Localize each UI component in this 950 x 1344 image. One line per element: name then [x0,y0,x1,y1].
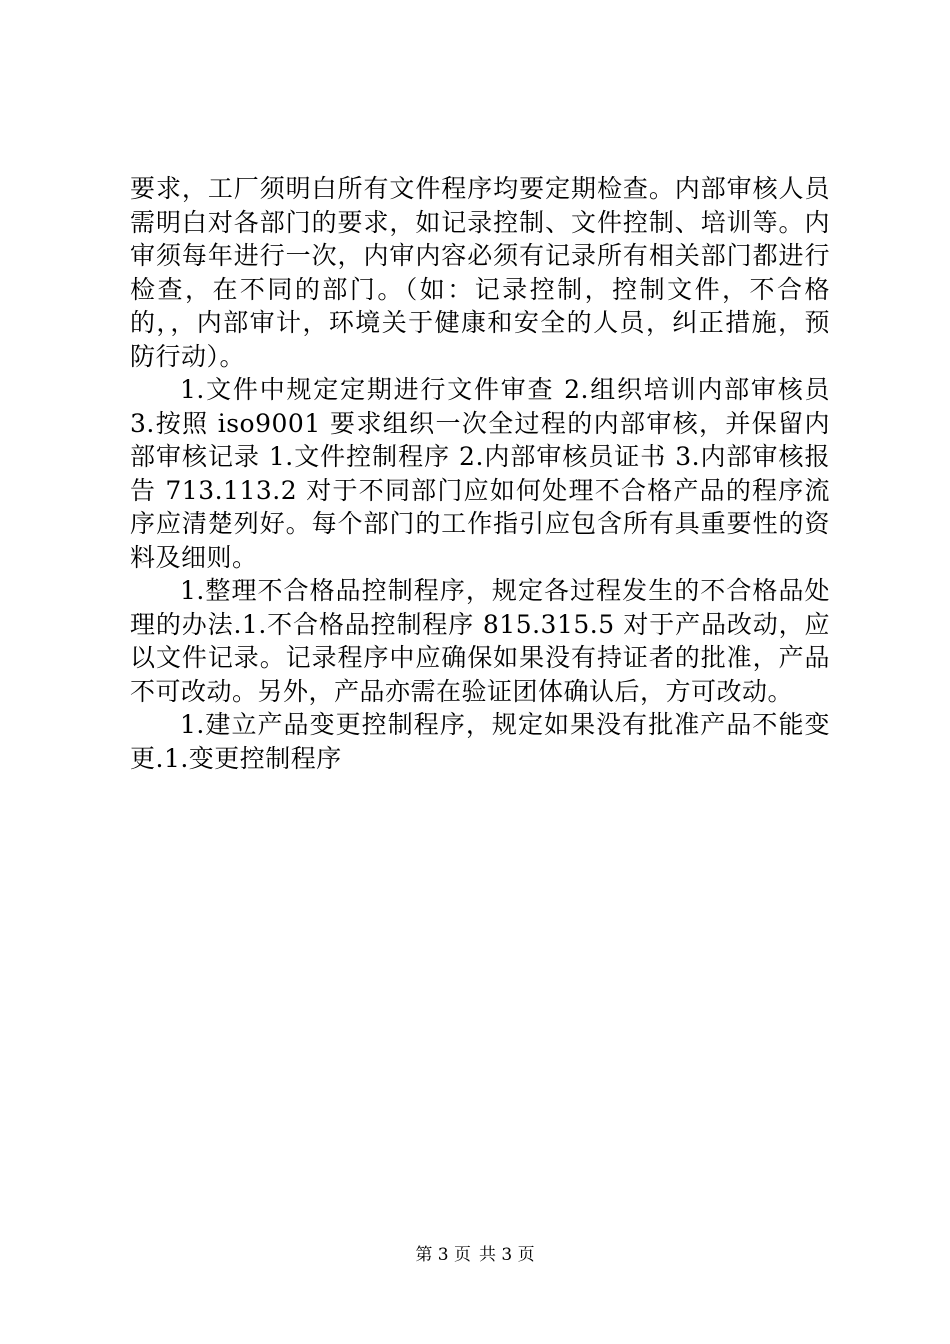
document-body [130,172,830,775]
page-footer [0,1243,950,1267]
page-number: 第 3 页 [415,1245,471,1265]
page-total: 共 3 页 [479,1245,535,1265]
paragraph-2: 1.文件中规定定期进行文件审查 2.组织培训内部审核员 3.按照 iso9001 要求组织一次全过程的内部审核，并保留内部审核记录 1.文件控制程序 2.内部审核员证书 3.内部审核报告 713.113.2 对于不同部门应如何处理不合格产品的程序流序应清楚列好。每个部门的工作指引应包含所有具重要性的资料及细则。 [130,375,830,572]
paragraph-1: 要求，工厂须明白所有文件程序均要定期检查。内部审核人员需明白对各部门的要求，如记录控制、文件控制、培训等。内审须每年进行一次，内审内容必须有记录所有相关部门都进行检查，在不同的部门。（如：记录控制，控制文件，不合格的，，内部审计，环境关于健康和安全的人员，纠正措施，预防行动）。 [130,174,830,371]
paragraph-4: 1.建立产品变更控制程序，规定如果没有批准产品不能变更.1.变更控制程序 [130,710,830,773]
paragraph-3: 1.整理不合格品控制程序，规定各过程发生的不合格品处理的办法.1.不合格品控制程序 815.315.5 对于产品改动，应以文件记录。记录程序中应确保如果没有持证者的批准，产品不可改动。另外，产品亦需在验证团体确认后，方可改动。 [130,576,830,706]
